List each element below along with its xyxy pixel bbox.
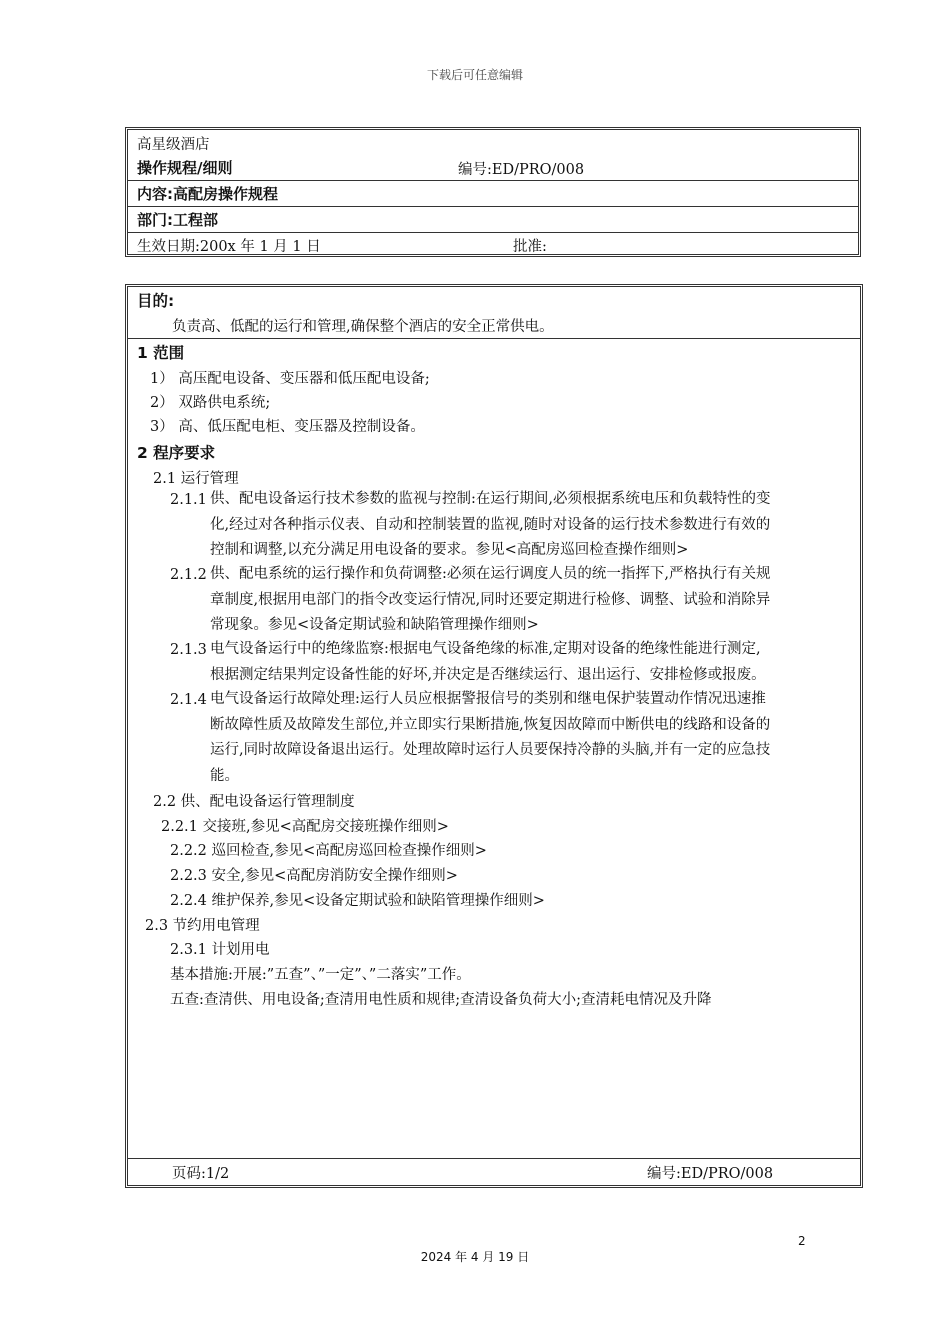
section-2-3-1: 2.3.1 计划用电 [170,942,270,958]
section-2-2-1: 2.2.1 交接班,参见<高配房交接班操作细则> [161,819,449,835]
header-row-dept [128,207,858,233]
section-2-2-4: 2.2.4 维护保养,参见<设备定期试验和缺陷管理操作细则> [170,893,545,909]
content-title: 内容:高配房操作规程 [137,185,278,203]
header-row-title [128,130,858,181]
five-checks: 五查:查清供、用电设备;查清用电性质和规律;查清设备负荷大小;查清耗电情况及升降 [170,992,712,1008]
footer-divider [128,1158,860,1159]
footer-doc-number: 编号:ED/PRO/008 [647,1166,774,1182]
page-number: 2 [798,1234,806,1248]
section-2-1-3-text: 电气设备运行中的绝缘监察:根据电气设备绝缘的标准,定期对设备的绝缘性能进行测定, 根据测定结果判定设备性能的好坏,并决定是否继续运行、退出运行、安排检修或报废。 [210,641,766,683]
doc-type: 操作规程/细则 [137,159,233,177]
section-2-1-4-number: 2.1.4 [170,692,207,708]
section-2-1-4-text: 电气设备运行故障处理:运行人员应根据警报信号的类别和继电保护装置动作情况迅速推 断故障性质及故障发生部位,并立即实行果断措施,恢复因故障而中断供电的线路和设备的 运行,同时故障设备退出运行。处理故障时运行人员要保持冷静的头脑,并有一定的应急技 能。 [210,691,771,784]
scope-item: 1） 高压配电设备、变压器和低压配电设备; [150,371,430,387]
footer-date: 2024 年 4 月 19 日 [420,1250,530,1264]
purpose-title: 目的: [137,292,175,310]
section-2-2-2: 2.2.2 巡回检查,参见<高配房巡回检查操作细则> [170,843,487,859]
section-2-2-3: 2.2.3 安全,参见<高配房消防安全操作细则> [170,868,458,884]
header-row-date [128,233,858,255]
basic-measures: 基本措施:开展:”五查”、”一定”、”二落实”工作。 [170,967,471,983]
doc-number: 编号:ED/PRO/008 [458,162,585,178]
section-2-1-1-number: 2.1.1 [170,492,207,508]
divider [128,338,860,339]
scope-item: 2） 双路供电系统; [150,395,271,411]
body-table [125,284,863,1188]
effective-date: 生效日期:200x 年 1 月 1 日 [137,239,321,255]
section-2-1-2-number: 2.1.2 [170,567,207,583]
department: 部门:工程部 [137,211,218,229]
approval: 批准: [513,239,547,255]
section-2-1-3-number: 2.1.3 [170,642,207,658]
section-2-1: 2.1 运行管理 [153,471,239,487]
section-2-1-2-text: 供、配电系统的运行操作和负荷调整:必须在运行调度人员的统一指挥下,严格执行有关规 章制度,根据用电部门的指令改变运行情况,同时还要定期进行检修、调整、试验和消除异 常现象。参见<设备定期试验和缺陷管理操作细则> [210,566,771,633]
section-2-1-1-text: 供、配电设备运行技术参数的监视与控制:在运行期间,必须根据系统电压和负载特性的变 化,经过对各种指示仪表、自动和控制装置的监视,随时对设备的运行技术参数进行有效的 控制和调整,以充分满足用电设备的要求。参见<高配房巡回检查操作细则> [210,491,771,558]
purpose-text: 负责高、低配的运行和管理,确保整个酒店的安全正常供电。 [172,319,554,335]
section-2-2: 2.2 供、配电设备运行管理制度 [153,794,355,810]
scope-title: 1 范围 [137,344,185,362]
section-2-3: 2.3 节约用电管理 [145,918,260,934]
hotel-name: 高星级酒店 [137,137,210,153]
header-row-content [128,181,858,207]
page-indicator: 页码:1/2 [172,1166,230,1182]
top-note: 下载后可任意编辑 [426,68,523,82]
requirements-title: 2 程序要求 [137,444,216,462]
scope-item: 3） 高、低压配电柜、变压器及控制设备。 [150,419,425,435]
header-table [125,127,861,257]
